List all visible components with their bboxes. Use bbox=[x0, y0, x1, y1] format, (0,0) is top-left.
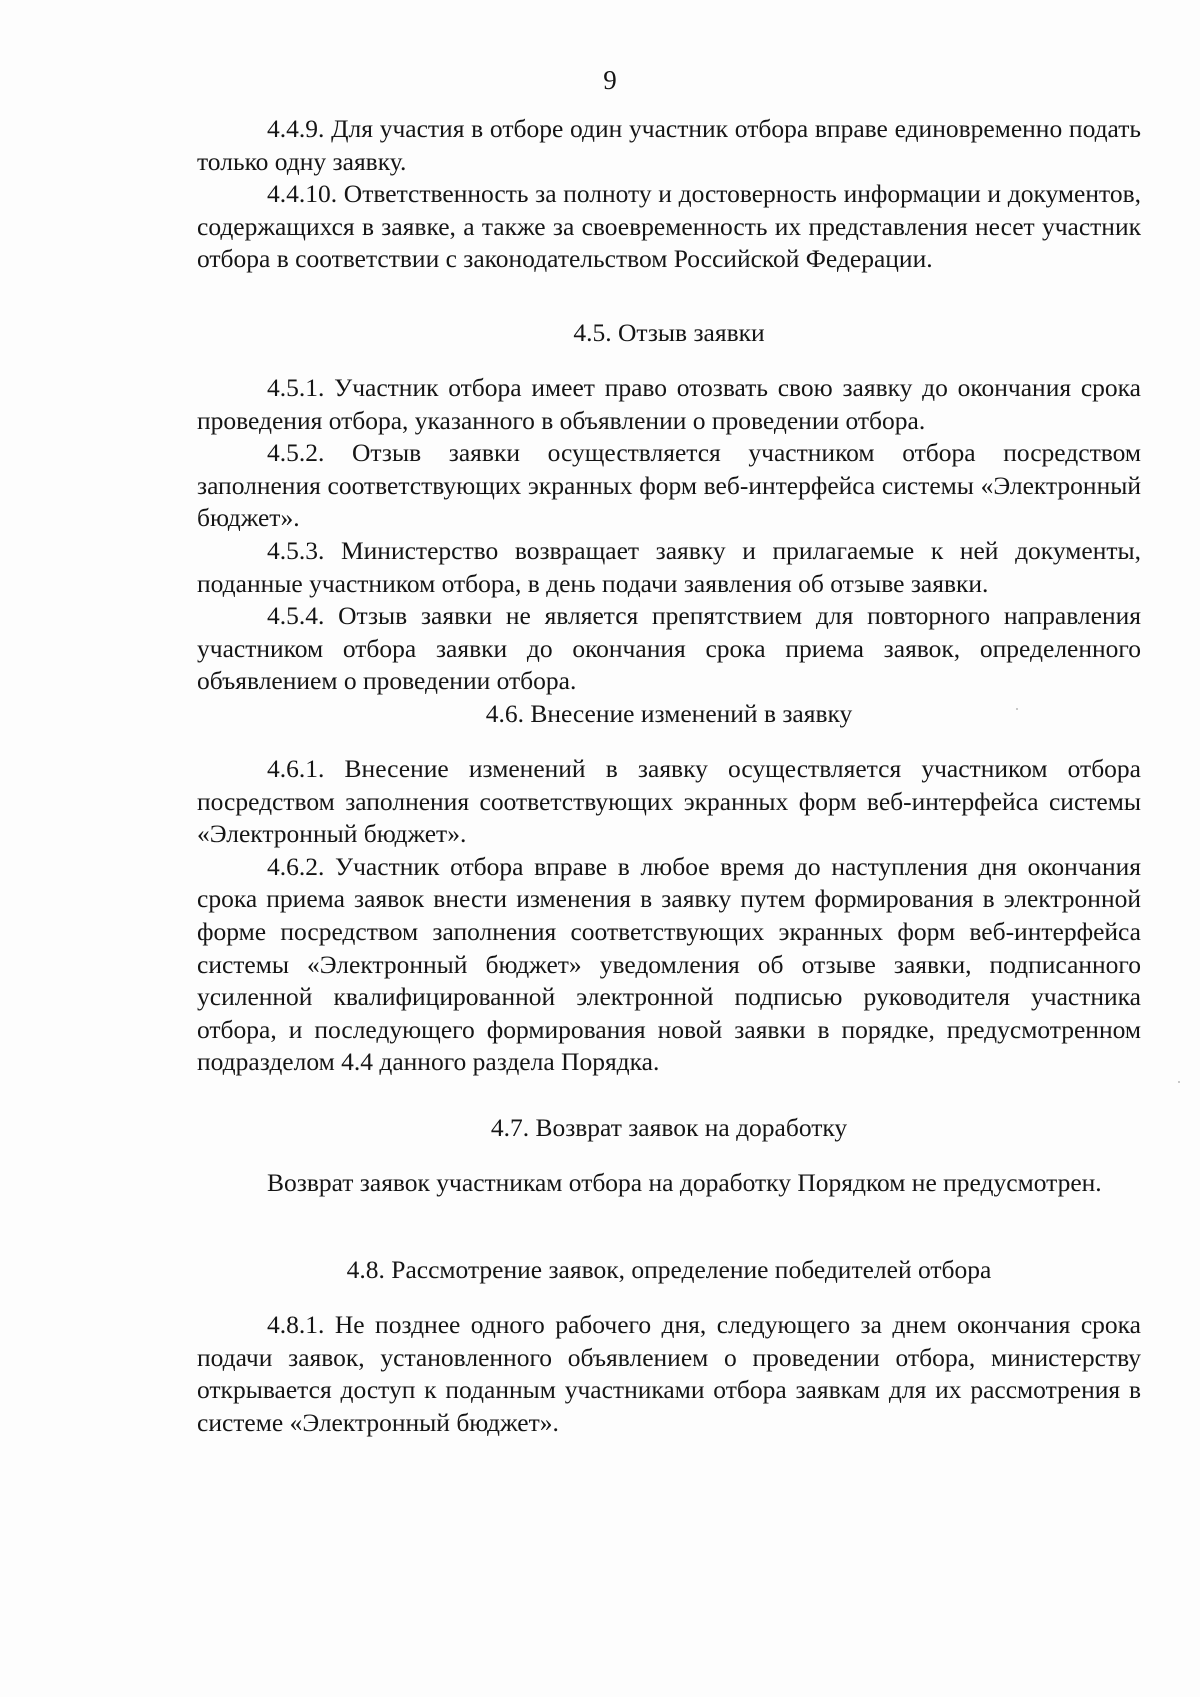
paragraph-4-5-2: 4.5.2. Отзыв заявки осуществляется участником отбора посредством заполнения соответствующих экранных форм веб-интерфейса системы «Электронный бюджет». bbox=[197, 438, 1141, 533]
paragraph-4-5-4: 4.5.4. Отзыв заявки не является препятствием для повторного направления участником отбора заявки до окончания срока приема заявок, определенного объявлением о проведении отбора. bbox=[197, 601, 1141, 696]
section-4-6-body bbox=[197, 753, 1141, 1079]
section-4-8-body bbox=[197, 1309, 1141, 1439]
paragraph-4-7: Возврат заявок участникам отбора на доработку Порядком не предусмотрен. bbox=[267, 1168, 1102, 1197]
page-number: 9 bbox=[603, 65, 617, 95]
paragraph-4-5-1: 4.5.1. Участник отбора имеет право отозвать свою заявку до окончания срока проведения отбора, указанного в объявлении о проведении отбора. bbox=[197, 373, 1141, 435]
section-4-5-body bbox=[197, 372, 1141, 698]
heading-4-7: 4.7. Возврат заявок на доработку bbox=[490, 1113, 848, 1142]
section-4-7-body bbox=[197, 1167, 1141, 1200]
paragraph-4-4-9: 4.4.9. Для участия в отборе один участник отбора вправе единовременно подать только одну заявку. bbox=[197, 114, 1141, 176]
heading-4-6: 4.6. Внесение изменений в заявку bbox=[485, 699, 853, 728]
paragraph-4-6-2: 4.6.2. Участник отбора вправе в любое время до наступления дня окончания срока приема заявок внести изменения в заявку путем формирования в электронной форме посредством заполнения соответствующих экранных форм веб-интерфейса системы «Электронный бюджет» уведомления об отзыве заявки, подписанного усиленной квалифицированной электронной подписью руководителя участника отбора, и последующего формирования новой заявки в порядке, предусмотренном подразделом 4.4 данного раздела Порядка. bbox=[197, 851, 1141, 1077]
heading-4-5: 4.5. Отзыв заявки bbox=[573, 318, 765, 347]
scan-speck bbox=[1178, 1081, 1180, 1083]
paragraph-4-5-3: 4.5.3. Министерство возвращает заявку и прилагаемые к ней документы, поданные участником отбора, в день подачи заявления об отзыве заявки. bbox=[197, 535, 1141, 598]
paragraph-4-8-1: 4.8.1. Не позднее одного рабочего дня, следующего за днем окончания срока подачи заявок, установленного объявлением о проведении отбора, министерству открывается доступ к поданным участниками отбора заявкам для их рассмотрения в системе «Электронный бюджет». bbox=[197, 1310, 1141, 1437]
paragraph-4-4-10: 4.4.10. Ответственность за полноту и достоверность информации и документов, содержащихся в заявке, а также за своевременность их представления несет участник отбора в соответствии с законодательством Российской Федерации. bbox=[197, 179, 1141, 274]
heading-4-8: 4.8. Рассмотрение заявок, определение победителей отбора bbox=[346, 1255, 992, 1284]
paragraph-4-6-1: 4.6.1. Внесение изменений в заявку осуществляется участником отбора посредством заполнения соответствующих экранных форм веб-интерфейса системы «Электронный бюджет». bbox=[197, 754, 1141, 849]
scan-speck bbox=[1016, 708, 1018, 710]
section-4-4-body bbox=[197, 113, 1141, 276]
